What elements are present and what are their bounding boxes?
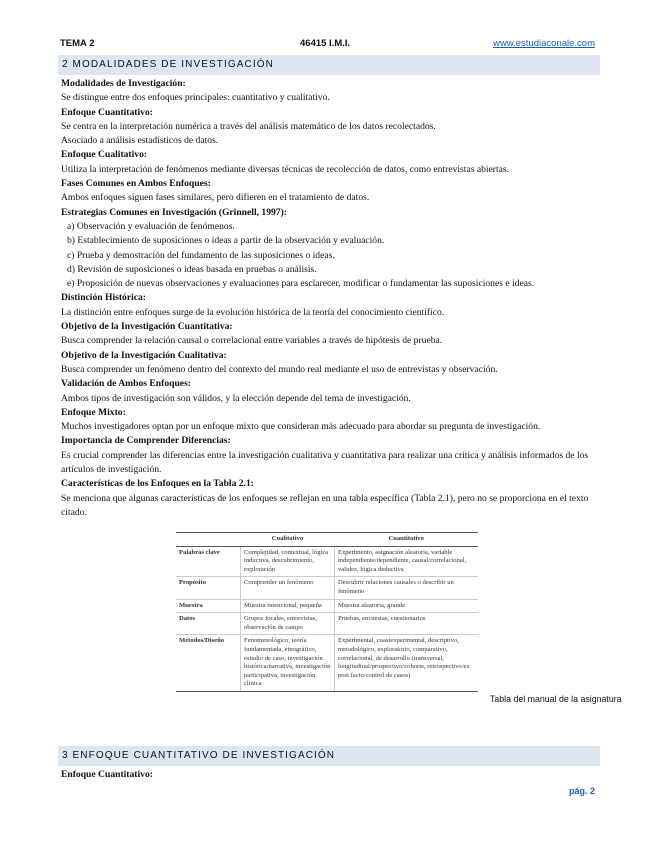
list-item: a) Observación y evaluación de fenómenos.: [67, 220, 235, 232]
table-row: [176, 613, 478, 635]
paragraph: Busca comprender un fenómeno dentro del contexto del mundo real mediante el uso de entrevistas y observación.: [61, 363, 498, 375]
subheading: Distinción Histórica:: [61, 292, 147, 304]
subheading: Enfoque Mixto:: [61, 406, 126, 418]
website-link[interactable]: www.estudiaconale.com: [493, 38, 595, 49]
list-item: c) Prueba y demostración del fundamento de las suposiciones o ideas.: [67, 249, 335, 261]
subheading: Fases Comunes en Ambos Enfoques:: [61, 178, 211, 190]
paragraph: Se menciona que algunas características de los enfoques se reflejan en una tabla específica (Tabla 2.1), pero no se proporciona en el texto citado.: [61, 492, 589, 518]
table-header-blank: [176, 533, 241, 547]
section-2-body: [61, 77, 596, 520]
table-row: [176, 577, 478, 599]
table-cell: Grupos focales, entrevistas, observación de campo: [241, 613, 335, 635]
table-cell: Fenomenológico, teoría fundamentada, etnográfico, estudio de caso, investigación histórica/narrativa, investigación participativa, investigación clínica: [241, 635, 335, 692]
table-cell: Comprender un fenómeno: [241, 577, 335, 599]
table-cell: Complejidad, contextual, lógica inductiva, descubrimiento, exploración: [241, 546, 335, 577]
table-cell: Muestra aleatoria, grande: [334, 599, 478, 613]
table-cell: Descubrir relaciones causales o describir un fenómeno: [334, 577, 478, 599]
subheading: Importancia de Comprender Diferencias:: [61, 435, 231, 447]
table-cell: Experimental, cuasiexperimental, descriptivo, metodológico, exploratorio, comparativo, correlacional, de desarrollo (transversal, longitudinal/prospectivo/cohorte, retrospectivo/ex post facto/control de casos): [334, 635, 478, 692]
page-header: [60, 38, 595, 52]
paragraph: Se centra en la interpretación numérica a través del análisis matemático de los datos recolectados.: [61, 120, 436, 132]
paragraph: Ambos tipos de investigación son válidos, y la elección depende del tema de investigación.: [61, 392, 411, 404]
subheading: Estrategias Comunes en Investigación (Grinnell, 1997):: [61, 206, 287, 218]
comparison-table: [176, 532, 478, 692]
subheading: Modalidades de Investigación:: [61, 78, 186, 89]
paragraph: Asociado a análisis estadísticos de datos.: [61, 135, 219, 147]
paragraph: Muchos investigadores optan por un enfoque mixto que consideran más adecuado para abordar su pregunta de investigación.: [61, 421, 541, 433]
table-cell: Experimento, asignación aleatoria, variable independiente/dependiente, causal/correlacional, validez, lógica deductiva: [334, 546, 478, 577]
row-label: Propósito: [176, 577, 241, 599]
row-label: Muestra: [176, 599, 241, 613]
subheading: Enfoque Cualitativo:: [61, 149, 148, 161]
paragraph: La distinción entre enfoques surge de la evolución histórica de la teoría del conocimiento científico.: [61, 306, 445, 318]
table-cell: Muestra intencional, pequeña: [241, 599, 335, 613]
page-number: pág. 2: [568, 786, 595, 796]
list-item: b) Establecimiento de suposiciones o ideas a partir de la observación y evaluación.: [67, 235, 385, 247]
section-3-heading: 3 ENFOQUE CUANTITATIVO DE INVESTIGACIÓN: [58, 746, 600, 766]
paragraph: Utiliza la interpretación de fenómenos mediante diversas técnicas de recolección de datos, como entrevistas abiertas.: [61, 163, 510, 175]
row-label: Palabras clave: [176, 546, 241, 577]
subheading: Validación de Ambos Enfoques:: [61, 378, 191, 390]
subheading: Objetivo de la Investigación Cualitativa:: [61, 349, 227, 361]
section-3-first-heading: Enfoque Cuantitativo:: [61, 769, 153, 780]
table-header-cuantitativo: Cuantitativo: [334, 533, 478, 547]
paragraph: Ambos enfoques siguen fases similares, pero difieren en el tratamiento de datos.: [61, 192, 370, 204]
paragraph: Busca comprender la relación causal o correlacional entre variables a través de hipótesis de prueba.: [61, 335, 443, 347]
paragraph: Es crucial comprender las diferencias entre la investigación cualitativa y cuantitativa para realizar una crítica y análisis informados de los artículos de investigación.: [61, 449, 589, 476]
table-row: [176, 546, 478, 577]
subheading: Objetivo de la Investigación Cuantitativa:: [61, 321, 233, 333]
list-item: d) Revisión de suposiciones o ideas basada en pruebas o análisis.: [67, 263, 317, 275]
subheading: Características de los Enfoques en la Tabla 2.1:: [61, 478, 254, 490]
topic-label: TEMA 2: [60, 38, 95, 49]
row-label: Datos: [176, 613, 241, 635]
table-caption: Tabla del manual de la asignatura: [490, 694, 622, 704]
table-row: [176, 599, 478, 613]
table-cell: Pruebas, encuestas, cuestionarios: [334, 613, 478, 635]
row-label: Métodos/Diseño: [176, 635, 241, 692]
comparison-table-image: [176, 532, 478, 692]
section-2-heading: 2 MODALIDADES DE INVESTIGACIÓN: [58, 55, 600, 75]
course-code: 46415 I.M.I.: [300, 38, 351, 49]
table-header-cualitativo: Cualitativo: [241, 533, 335, 547]
table-row: [176, 635, 478, 692]
paragraph: Se distingue entre dos enfoques principales: cuantitativo y cualitativo.: [61, 92, 330, 104]
list-item: e) Proposición de nuevas observaciones y evaluaciones para esclarecer, modificar o fundamentar las suposiciones e ideas.: [67, 278, 535, 290]
subheading: Enfoque Cuantitativo:: [61, 106, 153, 118]
